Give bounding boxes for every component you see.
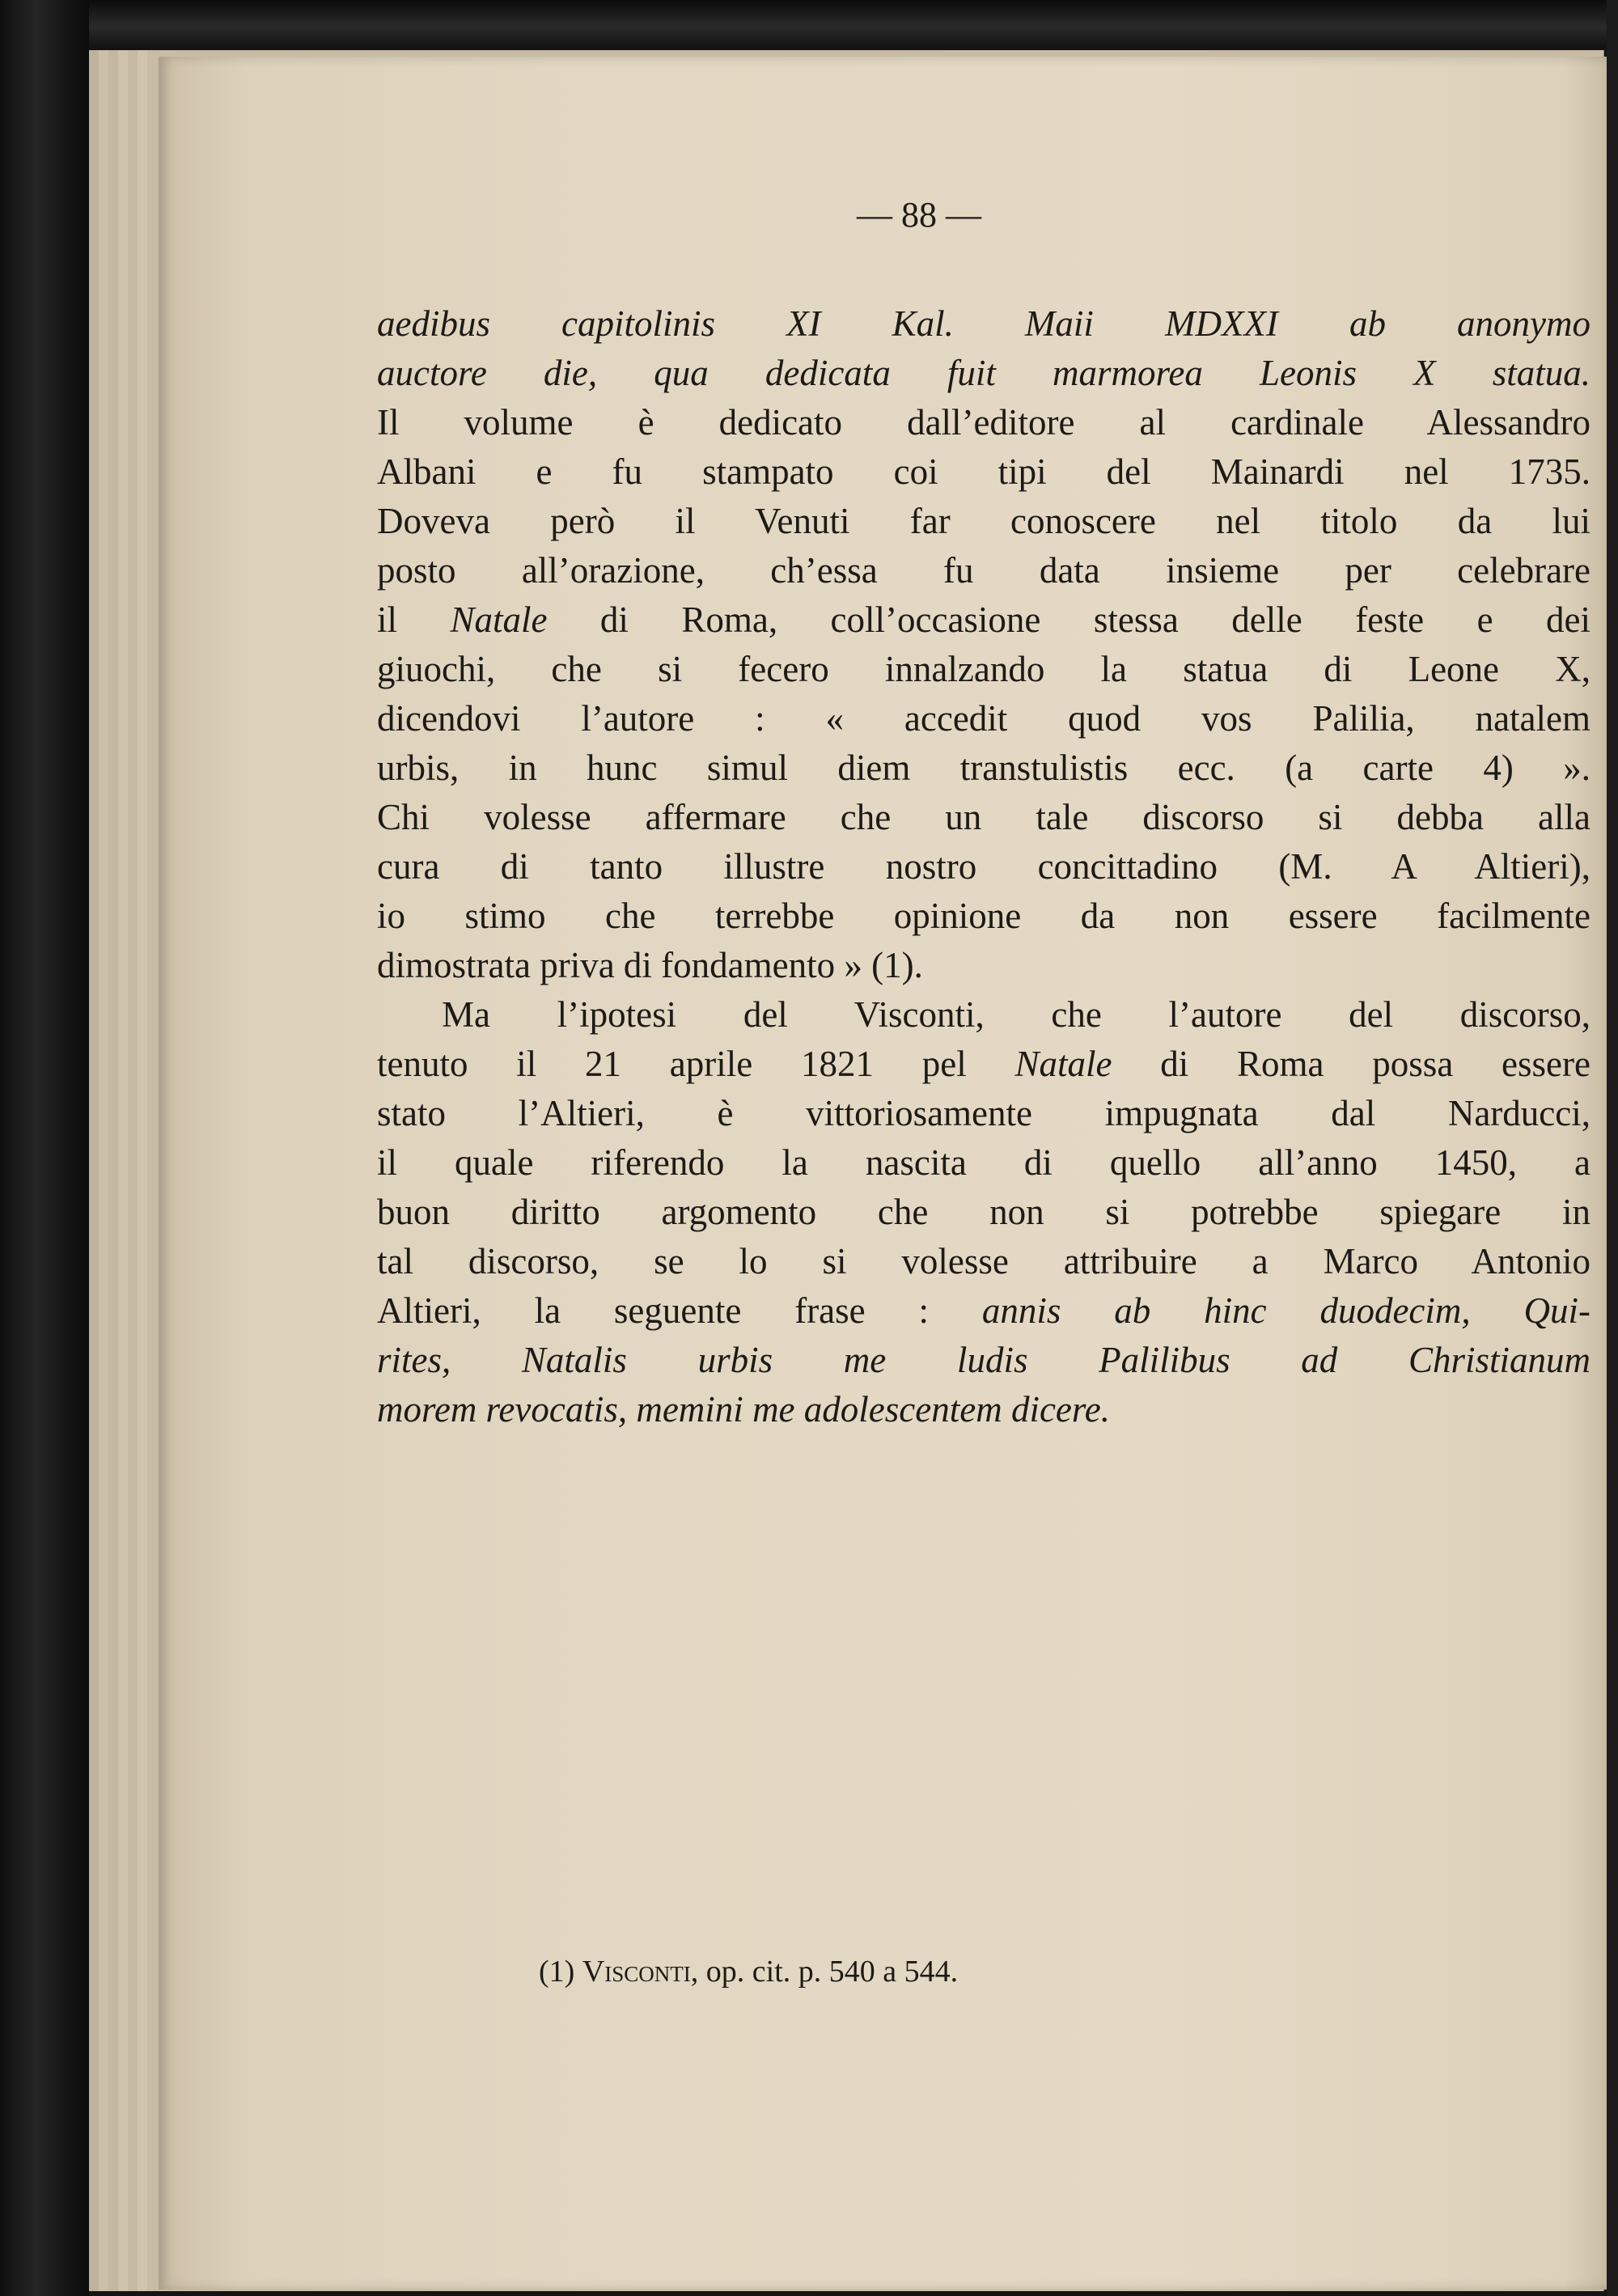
text-line: rites, Natalis urbis me ludis Palilibus ad Christianum xyxy=(377,1340,1590,1380)
text-line: Il volume è dedicato dall’editore al cardinale Alessandro xyxy=(377,402,1590,443)
text-line: Doveva però il Venuti far conoscere nel titolo da lui xyxy=(377,501,1590,541)
page-sheet xyxy=(159,57,1607,2290)
text-run-italic: annis ab hinc duodecim, Qui- xyxy=(981,1290,1590,1331)
text-line: morem revocatis, memini me adolescentem dicere. xyxy=(377,1389,1110,1430)
body-text xyxy=(377,299,1590,1434)
text-line xyxy=(377,1040,1590,1089)
text-line: tal discorso, se lo si volesse attribuire a Marco Antonio xyxy=(377,1241,1590,1281)
book-cover-right-edge xyxy=(1607,0,1618,2296)
text-line: Ma l’ipotesi del Visconti, che l’autore del discorso, xyxy=(442,994,1590,1035)
text-line: cura di tanto illustre nostro concittadino (M. A Altieri), xyxy=(377,846,1590,887)
text-line: buon diritto argomento che non si potrebbe spiegare in xyxy=(377,1192,1590,1232)
text-line: io stimo che terrebbe opinione da non essere facilmente xyxy=(377,896,1590,936)
text-run-italic: Natale xyxy=(1014,1044,1112,1084)
text-run: il xyxy=(377,599,451,640)
text-line: dimostrata priva di fondamento » (1). xyxy=(377,945,923,985)
text-line: posto all’orazione, ch’essa fu data insieme per celebrare xyxy=(377,550,1590,591)
text-run: di Roma, coll’occasione stessa delle feste e dei xyxy=(547,599,1590,640)
footnote xyxy=(539,1954,958,1989)
text-line: giuochi, che si fecero innalzando la statua di Leone X, xyxy=(377,649,1590,689)
footnote-text: , op. cit. p. 540 a 544. xyxy=(690,1955,959,1989)
text-line: stato l’Altieri, è vittoriosamente impugnata dal Narducci, xyxy=(377,1093,1590,1133)
text-line: dicendovi l’autore : « accedit quod vos Palilia, natalem xyxy=(377,698,1590,739)
text-run: Altieri, la seguente frase : xyxy=(377,1290,982,1331)
footnote-author: Visconti xyxy=(582,1955,691,1989)
page-number: — 88 — xyxy=(857,195,981,235)
text-line: aedibus capitolinis XI Kal. Maii MDXXI ab anonymo xyxy=(377,303,1590,344)
text-line: Albani e fu stampato coi tipi del Mainardi nel 1735. xyxy=(377,451,1590,492)
text-line: auctore die, qua dedicata fuit marmorea Leonis X statua. xyxy=(377,353,1590,393)
text-line: Chi volesse affermare che un tale discorso si debba alla xyxy=(377,797,1590,837)
text-line xyxy=(377,595,1590,645)
book-cover-top-edge xyxy=(0,0,1618,49)
text-line: il quale riferendo la nascita di quello all’anno 1450, a xyxy=(377,1142,1590,1183)
text-run: di Roma possa essere xyxy=(1112,1044,1590,1084)
text-line xyxy=(377,1286,1590,1336)
text-run: tenuto il 21 aprile 1821 pel xyxy=(377,1044,1015,1084)
text-run-italic: Natale xyxy=(450,599,548,640)
book-binding xyxy=(0,0,89,2296)
footnote-marker: (1) xyxy=(539,1955,582,1989)
text-line: urbis, in hunc simul diem transtulistis ecc. (a carte 4) ». xyxy=(377,748,1590,788)
